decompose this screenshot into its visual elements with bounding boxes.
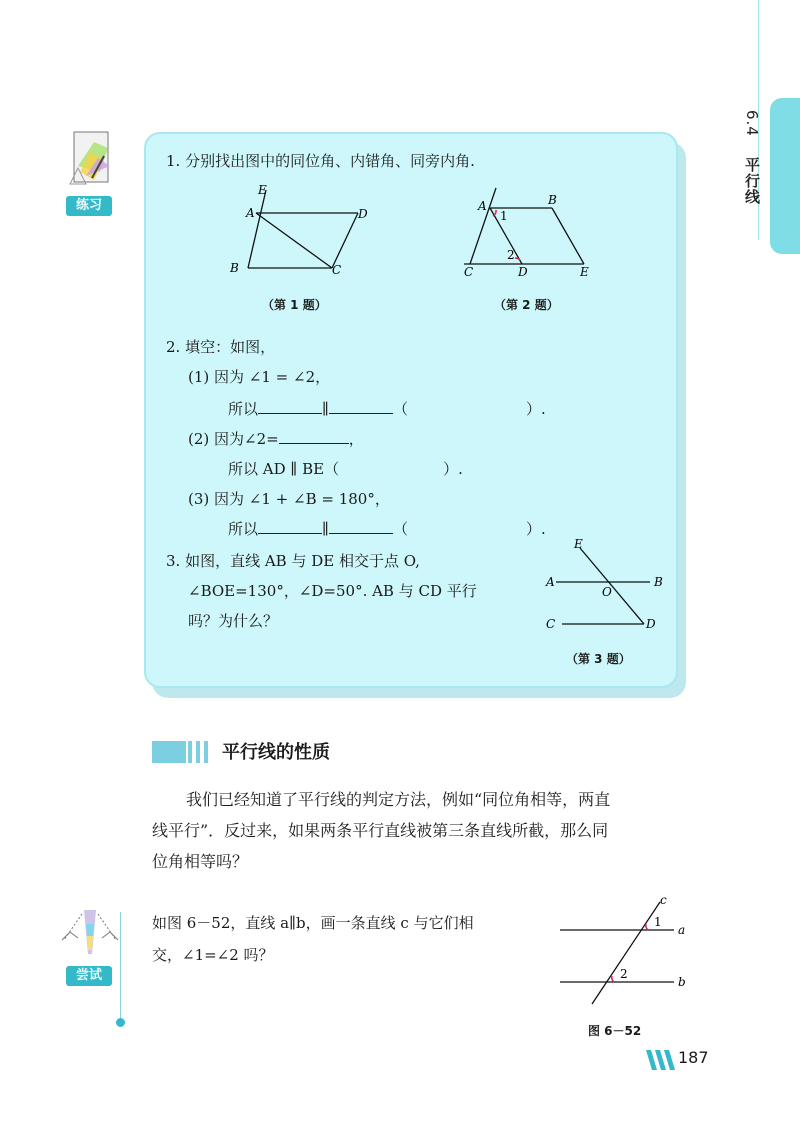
because-angle-2: (2) 因为∠2= bbox=[188, 430, 279, 448]
section-heading-bar bbox=[152, 741, 186, 763]
question-2-part-2-answer bbox=[228, 458, 463, 479]
question-2-title: 2. 填空：如图， bbox=[166, 338, 276, 356]
so-ad-parallel-be: 所以 AD ∥ BE（ bbox=[228, 460, 340, 478]
question-2-part-3: (3) 因为 ∠1 + ∠B = 180°， bbox=[188, 490, 390, 508]
label-D: D bbox=[646, 617, 656, 631]
practice-badge: 练习 bbox=[66, 196, 112, 216]
section-number: 6.4 bbox=[743, 110, 761, 137]
question-2-part-1-answer bbox=[228, 398, 546, 419]
question-1: 1. 分别找出图中的同位角、内错角、同旁内角. bbox=[166, 152, 475, 170]
label-D: D bbox=[358, 207, 368, 221]
label-b: b bbox=[678, 975, 686, 989]
question-2-part-2 bbox=[188, 428, 364, 449]
paragraph-line-3: 位角相等吗？ bbox=[152, 852, 249, 871]
label-B: B bbox=[654, 575, 663, 589]
chapter-tab bbox=[770, 98, 800, 254]
figure-6-52 bbox=[556, 892, 696, 1014]
label-B: B bbox=[230, 261, 239, 275]
answer-blank[interactable] bbox=[329, 399, 393, 414]
page-number: 187 bbox=[678, 1048, 709, 1067]
paren-close: ）. bbox=[525, 520, 546, 538]
paren-open: （ bbox=[392, 520, 408, 538]
label-E: E bbox=[574, 537, 583, 551]
label-A: A bbox=[246, 206, 255, 220]
try-line-1: 如图 6－52，直线 a∥b，画一条直线 c 与它们相 bbox=[152, 914, 474, 932]
label-B: B bbox=[548, 193, 557, 207]
angle-1-label: 1 bbox=[500, 209, 508, 223]
label-C: C bbox=[332, 263, 342, 277]
paren-close: ）. bbox=[443, 460, 463, 478]
label-E: E bbox=[258, 183, 267, 197]
answer-blank[interactable] bbox=[329, 519, 393, 534]
question-3-line-1: 3. 如图，直线 AB 与 DE 相交于点 O, bbox=[166, 552, 420, 570]
label-a: a bbox=[678, 923, 686, 937]
label-C: C bbox=[546, 617, 556, 631]
try-badge: 尝试 bbox=[66, 966, 112, 986]
label-A: A bbox=[546, 575, 555, 589]
section-name: 平行线 bbox=[743, 156, 761, 205]
label-A: A bbox=[478, 199, 487, 213]
parallel-symbol: ∥ bbox=[322, 520, 329, 538]
comma: ， bbox=[348, 430, 364, 448]
answer-blank[interactable] bbox=[279, 429, 349, 444]
prism-icon bbox=[58, 906, 122, 962]
label-E: E bbox=[580, 265, 589, 279]
angle-2-label: 2 bbox=[620, 967, 628, 981]
question-3-line-3: 吗？为什么？ bbox=[188, 612, 279, 630]
section-heading-stripes bbox=[186, 741, 214, 763]
figure-2-caption: （第 2 题） bbox=[494, 298, 559, 312]
question-2-part-3-answer bbox=[228, 518, 546, 539]
try-line-2: 交，∠1=∠2 吗？ bbox=[152, 946, 274, 964]
section-title: 平行线的性质 bbox=[222, 742, 330, 763]
figure-1-caption: （第 1 题） bbox=[262, 298, 327, 312]
pencil-notebook-icon bbox=[64, 128, 118, 190]
question-3-line-2: ∠BOE=130°，∠D=50°. AB 与 CD 平行 bbox=[188, 582, 477, 600]
answer-blank[interactable] bbox=[258, 519, 322, 534]
so-label: 所以 bbox=[228, 400, 259, 418]
try-divider bbox=[120, 912, 121, 1020]
paragraph-line-1: 我们已经知道了平行线的判定方法，例如“同位角相等，两直 bbox=[186, 790, 611, 809]
label-c: c bbox=[660, 893, 667, 907]
label-O: O bbox=[602, 585, 612, 599]
question-2-part-1: (1) 因为 ∠1 = ∠2， bbox=[188, 368, 331, 386]
angle-1-label: 1 bbox=[654, 915, 662, 929]
figure-3-caption: （第 3 题） bbox=[566, 652, 631, 666]
angle-2-label: 2 bbox=[507, 248, 515, 262]
answer-blank[interactable] bbox=[258, 399, 322, 414]
page-number-stripes-icon bbox=[646, 1050, 676, 1074]
paren-open: （ bbox=[392, 400, 408, 418]
figure-1 bbox=[224, 182, 368, 284]
label-C: C bbox=[464, 265, 474, 279]
figure-3 bbox=[540, 536, 670, 640]
figure-2 bbox=[460, 186, 600, 284]
so-label: 所以 bbox=[228, 520, 259, 538]
label-D: D bbox=[518, 265, 528, 279]
parallel-symbol: ∥ bbox=[322, 400, 329, 418]
try-divider-dot bbox=[116, 1018, 125, 1027]
paren-close: ）. bbox=[525, 400, 546, 418]
figure-6-52-caption: 图 6－52 bbox=[588, 1024, 642, 1038]
section-header bbox=[742, 110, 763, 205]
paragraph-line-2: 线平行”．反过来，如果两条平行直线被第三条直线所截，那么同 bbox=[152, 821, 609, 840]
